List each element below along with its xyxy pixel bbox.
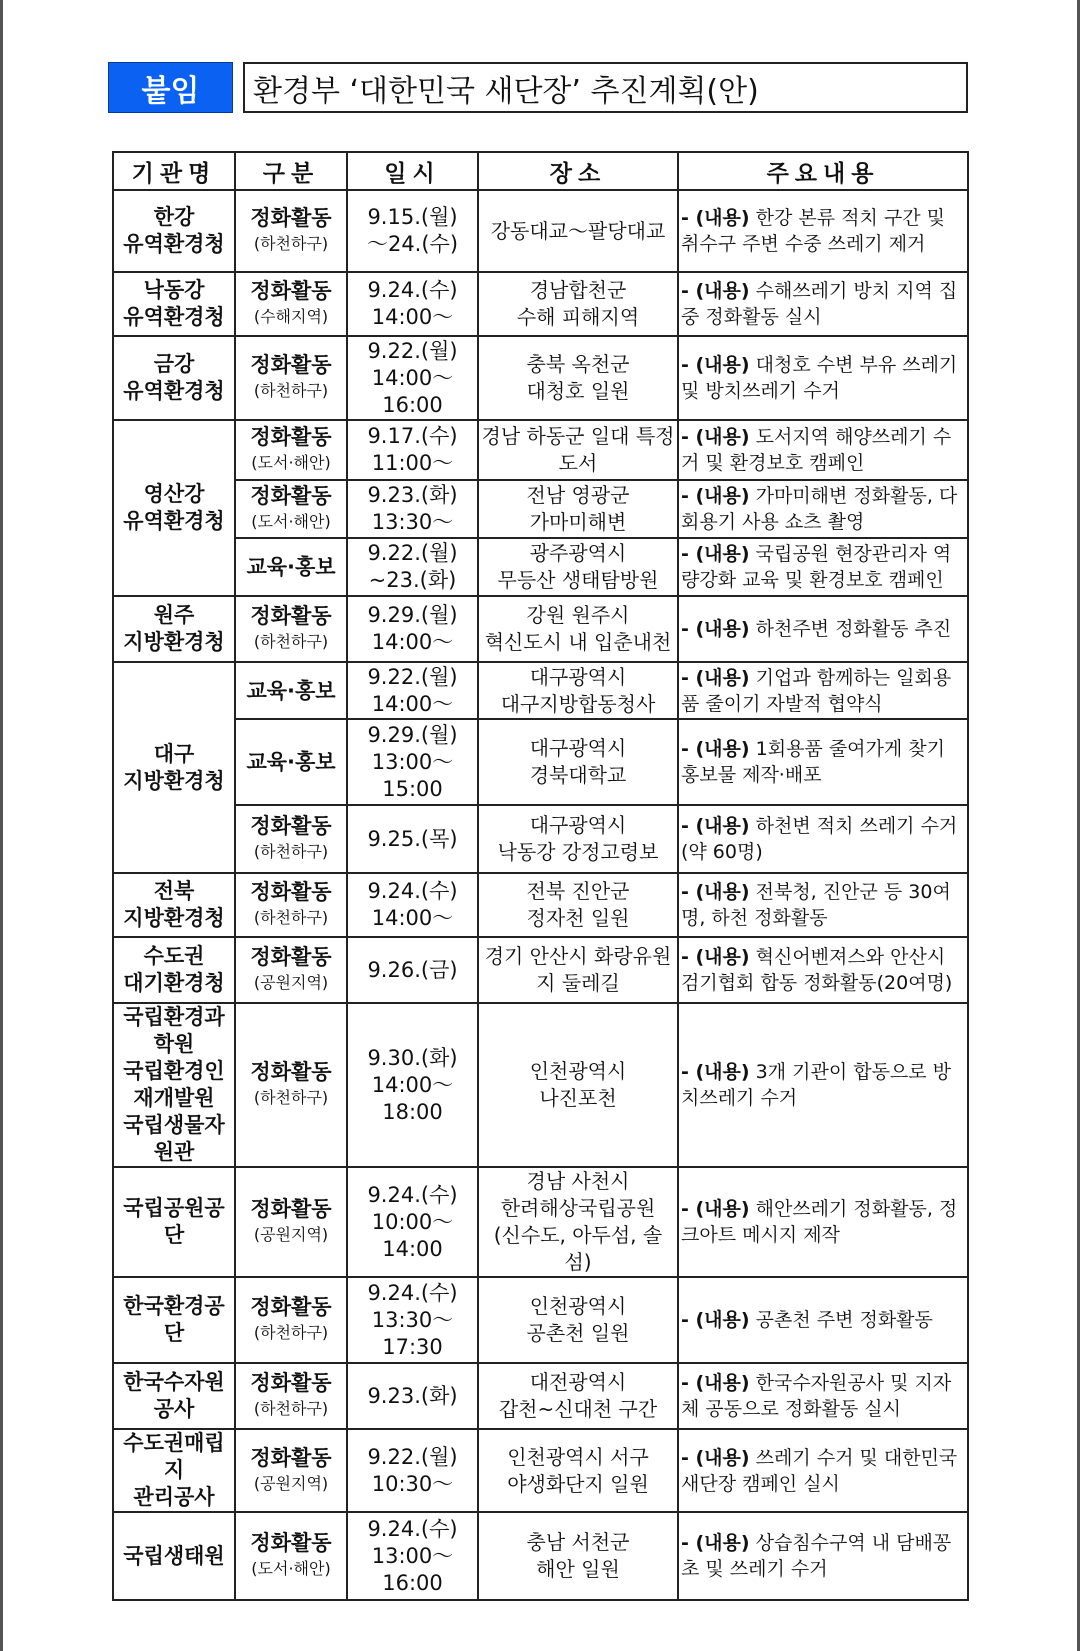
content-cell xyxy=(678,662,968,719)
category-sublabel: (하천하구) xyxy=(253,381,329,400)
category-label: 정화활동 xyxy=(250,1531,332,1555)
content-cell xyxy=(678,1363,968,1429)
date-cell: 9.24.(수) 13:00～ 16:00 xyxy=(347,1512,478,1600)
content-text: 기업과 함께하는 일회용품 줄이기 자발적 협약식 xyxy=(681,666,952,715)
date-cell: 9.24.(수) 14:00～ xyxy=(347,873,478,937)
content-prefix: - (내용) xyxy=(681,280,750,302)
category-cell xyxy=(235,1003,347,1167)
content-cell xyxy=(678,1167,968,1277)
category-cell xyxy=(235,538,347,596)
date-cell: 9.29.(월) 14:00～ xyxy=(347,596,478,662)
content-text: 하천변 적치 쓰레기 수거(약 60명) xyxy=(681,815,958,863)
page-edge-left xyxy=(0,0,3,1651)
table-row xyxy=(113,873,968,937)
table-row xyxy=(113,538,968,596)
category-label: 정화활동 xyxy=(250,1197,332,1221)
category-label: 정화활동 xyxy=(250,1060,332,1084)
category-cell xyxy=(235,596,347,662)
table-row xyxy=(113,719,968,805)
content-prefix: - (내용) xyxy=(681,1446,750,1469)
date-cell: 9.24.(수) 13:30～ 17:30 xyxy=(347,1277,478,1363)
content-text: 한강 본류 적치 구간 및 취수구 주변 수중 쓰레기 제거 xyxy=(681,207,945,255)
content-cell xyxy=(678,1429,968,1512)
category-sublabel: (하천하구) xyxy=(253,908,329,927)
agency-cell: 한강 유역환경청 xyxy=(113,190,235,272)
place-cell: 인천광역시 나진포천 xyxy=(478,1003,678,1167)
content-prefix: - (내용) xyxy=(681,1309,750,1331)
content-text: 가마미해변 정화활동, 다회용기 사용 쇼츠 촬영 xyxy=(681,485,958,533)
place-cell: 전북 진안군 정자천 일원 xyxy=(478,873,678,937)
category-label: 정화활동 xyxy=(250,1295,332,1319)
column-header-date: 일시 xyxy=(347,152,478,190)
category-sublabel: (수해지역) xyxy=(253,307,329,326)
category-label: 정화활동 xyxy=(250,279,332,303)
content-text: 공촌천 주변 정화활동 xyxy=(755,1309,933,1331)
agency-cell: 낙동강 유역환경청 xyxy=(113,272,235,336)
category-sublabel: (도서·해안) xyxy=(251,1559,331,1578)
table-row xyxy=(113,937,968,1003)
date-cell: 9.29.(월) 13:00～ 15:00 xyxy=(347,719,478,805)
category-label: 정화활동 xyxy=(250,1445,332,1470)
table-row xyxy=(113,1167,968,1277)
content-text: 혁신어벤져스와 안산시 검기협회 합동 정화활동(20여명) xyxy=(681,946,953,994)
content-prefix: - (내용) xyxy=(681,881,750,903)
content-text: 한국수자원공사 및 지자체 공동으로 정화활동 실시 xyxy=(681,1372,952,1420)
category-cell xyxy=(235,873,347,937)
document-header xyxy=(108,62,968,113)
category-cell xyxy=(235,480,347,538)
date-cell: 9.30.(화) 14:00～ 18:00 xyxy=(347,1003,478,1167)
category-cell xyxy=(235,1512,347,1600)
attachment-badge: 붙임 xyxy=(108,62,233,113)
table-row xyxy=(113,336,968,420)
content-cell xyxy=(678,336,968,420)
content-prefix: - (내용) xyxy=(681,485,750,507)
category-sublabel: (하천하구) xyxy=(253,842,329,861)
content-cell xyxy=(678,480,968,538)
category-label: 정화활동 xyxy=(250,353,332,377)
place-cell: 충북 옥천군 대청호 일원 xyxy=(478,336,678,420)
content-prefix: - (내용) xyxy=(681,1198,750,1220)
category-cell xyxy=(235,272,347,336)
category-cell xyxy=(235,662,347,719)
category-label: 정화활동 xyxy=(250,814,332,838)
content-prefix: - (내용) xyxy=(681,666,750,689)
category-sublabel: (하천하구) xyxy=(253,1323,329,1342)
content-cell xyxy=(678,805,968,873)
content-cell xyxy=(678,1512,968,1600)
content-prefix: - (내용) xyxy=(681,1532,750,1554)
content-prefix: - (내용) xyxy=(681,543,750,565)
place-cell: 광주광역시 무등산 생태탐방원 xyxy=(478,538,678,596)
agency-cell: 한국수자원공사 xyxy=(113,1363,235,1429)
place-cell: 경남 사천시 한려해상국립공원 (신수도, 아두섬, 솔섬) xyxy=(478,1167,678,1277)
date-cell: 9.22.(월) 10:30～ xyxy=(347,1429,478,1512)
place-cell: 경기 안산시 화랑유원지 둘레길 xyxy=(478,937,678,1003)
date-cell: 9.17.(수) 11:00～ xyxy=(347,420,478,480)
place-cell: 강동대교～팔당대교 xyxy=(478,190,678,272)
date-cell: 9.26.(금) xyxy=(347,937,478,1003)
place-cell: 대구광역시 대구지방합동청사 xyxy=(478,662,678,719)
column-header-place: 장소 xyxy=(478,152,678,190)
table-row xyxy=(113,1429,968,1512)
content-prefix: - (내용) xyxy=(681,207,750,229)
date-cell: 9.15.(월) ～24.(수) xyxy=(347,190,478,272)
place-cell: 대구광역시 경북대학교 xyxy=(478,719,678,805)
content-prefix: - (내용) xyxy=(681,738,750,760)
table-row xyxy=(113,480,968,538)
category-sublabel: (하천하구) xyxy=(253,1088,329,1107)
category-cell xyxy=(235,805,347,873)
category-cell xyxy=(235,190,347,272)
place-cell: 대전광역시 갑천~신대천 구간 xyxy=(478,1363,678,1429)
content-cell xyxy=(678,190,968,272)
table-row xyxy=(113,1277,968,1363)
content-cell xyxy=(678,596,968,662)
date-cell: 9.25.(목) xyxy=(347,805,478,873)
category-label: 정화활동 xyxy=(250,425,332,449)
content-cell xyxy=(678,1277,968,1363)
category-sublabel: (하천하구) xyxy=(253,1399,329,1418)
content-cell xyxy=(678,538,968,596)
category-cell xyxy=(235,1277,347,1363)
category-cell xyxy=(235,1429,347,1512)
category-label: 정화활동 xyxy=(250,604,332,628)
category-label: 교육·홍보 xyxy=(246,678,336,703)
category-sublabel: (공원지역) xyxy=(253,1225,329,1244)
category-label: 교육·홍보 xyxy=(246,555,336,579)
category-sublabel: (하천하구) xyxy=(253,234,329,253)
content-text: 도서지역 해양쓰레기 수거 및 환경보호 캠페인 xyxy=(681,426,952,474)
content-prefix: - (내용) xyxy=(681,1061,750,1083)
schedule-table xyxy=(112,151,969,1601)
agency-cell: 영산강 유역환경청 xyxy=(113,420,235,596)
place-cell: 경남합천군 수해 피해지역 xyxy=(478,272,678,336)
category-label: 정화활동 xyxy=(250,484,332,508)
content-text: 국립공원 현장관리자 역량강화 교육 및 환경보호 캠페인 xyxy=(681,543,952,591)
date-cell: 9.22.(월) ~23.(화) xyxy=(347,538,478,596)
place-cell: 인천광역시 공촌천 일원 xyxy=(478,1277,678,1363)
content-cell xyxy=(678,873,968,937)
category-label: 정화활동 xyxy=(250,945,332,969)
content-prefix: - (내용) xyxy=(681,354,750,376)
content-text: 수해쓰레기 방치 지역 집중 정화활동 실시 xyxy=(681,280,958,328)
category-label: 교육·홍보 xyxy=(246,750,336,774)
date-cell: 9.22.(월) 14:00～ xyxy=(347,662,478,719)
place-cell: 인천광역시 서구 야생화단지 일원 xyxy=(478,1429,678,1512)
table-row xyxy=(113,1512,968,1600)
agency-cell: 전북 지방환경청 xyxy=(113,873,235,937)
date-cell: 9.23.(화) xyxy=(347,1363,478,1429)
content-text: 3개 기관이 합동으로 방치쓰레기 수거 xyxy=(681,1061,952,1109)
content-text: 1회용품 줄여가게 찾기 홍보물 제작·배포 xyxy=(681,738,945,786)
category-cell xyxy=(235,719,347,805)
table-row xyxy=(113,662,968,719)
agency-cell: 원주 지방환경청 xyxy=(113,596,235,662)
place-cell: 대구광역시 낙동강 강정고령보 xyxy=(478,805,678,873)
schedule-body xyxy=(113,190,968,1600)
category-sublabel: (도서·해안) xyxy=(251,453,331,472)
date-cell: 9.24.(수) 10:00～ 14:00 xyxy=(347,1167,478,1277)
place-cell: 전남 영광군 가마미해변 xyxy=(478,480,678,538)
column-header-agency: 기관명 xyxy=(113,152,235,190)
content-prefix: - (내용) xyxy=(681,426,750,448)
date-cell: 9.23.(화) 13:30～ xyxy=(347,480,478,538)
agency-cell: 국립공원공단 xyxy=(113,1167,235,1277)
agency-cell: 수도권 대기환경청 xyxy=(113,937,235,1003)
table-header-row xyxy=(113,152,968,190)
column-header-category: 구분 xyxy=(235,152,347,190)
agency-cell: 대구 지방환경청 xyxy=(113,662,235,873)
document-title: 환경부 ‘대한민국 새단장’ 추진계획(안) xyxy=(243,62,968,113)
content-cell xyxy=(678,937,968,1003)
content-text: 해안쓰레기 정화활동, 정크아트 메시지 제작 xyxy=(681,1198,958,1246)
content-text: 쓰레기 수거 및 대한민국 새단장 캠페인 실시 xyxy=(681,1446,958,1495)
table-row xyxy=(113,420,968,480)
table-row xyxy=(113,1363,968,1429)
category-sublabel: (하천하구) xyxy=(253,632,329,651)
table-row xyxy=(113,272,968,336)
table-row xyxy=(113,596,968,662)
content-prefix: - (내용) xyxy=(681,1372,750,1394)
category-cell xyxy=(235,937,347,1003)
place-cell: 충남 서천군 해안 일원 xyxy=(478,1512,678,1600)
content-text: 전북청, 진안군 등 30여명, 하천 정화활동 xyxy=(681,881,951,929)
category-cell xyxy=(235,1167,347,1277)
content-text: 상습침수구역 내 담배꽁초 및 쓰레기 수거 xyxy=(681,1532,952,1580)
category-label: 정화활동 xyxy=(250,880,332,904)
agency-cell: 한국환경공단 xyxy=(113,1277,235,1363)
date-cell: 9.24.(수) 14:00～ xyxy=(347,272,478,336)
agency-cell: 국립생태원 xyxy=(113,1512,235,1600)
category-cell xyxy=(235,336,347,420)
place-cell: 경남 하동군 일대 특정도서 xyxy=(478,420,678,480)
agency-cell: 금강 유역환경청 xyxy=(113,336,235,420)
category-sublabel: (도서·해안) xyxy=(251,512,331,531)
content-text: 대청호 수변 부유 쓰레기 및 방치쓰레기 수거 xyxy=(681,354,958,402)
category-cell xyxy=(235,420,347,480)
content-cell xyxy=(678,420,968,480)
content-prefix: - (내용) xyxy=(681,815,750,837)
agency-cell: 수도권매립지 관리공사 xyxy=(113,1429,235,1512)
category-sublabel: (공원지역) xyxy=(253,1473,329,1493)
content-cell xyxy=(678,1003,968,1167)
content-cell xyxy=(678,719,968,805)
date-cell: 9.22.(월) 14:00～ 16:00 xyxy=(347,336,478,420)
content-prefix: - (내용) xyxy=(681,946,750,968)
place-cell: 강원 원주시 혁신도시 내 입춘내천 xyxy=(478,596,678,662)
agency-cell: 국립환경과학원 국립환경인재개발원 국립생물자원관 xyxy=(113,1003,235,1167)
content-prefix: - (내용) xyxy=(681,618,750,640)
category-sublabel: (공원지역) xyxy=(253,973,329,992)
content-cell xyxy=(678,272,968,336)
content-text: 하천주변 정화활동 추진 xyxy=(755,618,952,640)
table-row xyxy=(113,190,968,272)
table-row xyxy=(113,1003,968,1167)
table-row xyxy=(113,805,968,873)
column-header-content: 주요내용 xyxy=(678,152,968,190)
category-label: 정화활동 xyxy=(250,1371,332,1395)
category-label: 정화활동 xyxy=(250,206,332,230)
category-cell xyxy=(235,1363,347,1429)
